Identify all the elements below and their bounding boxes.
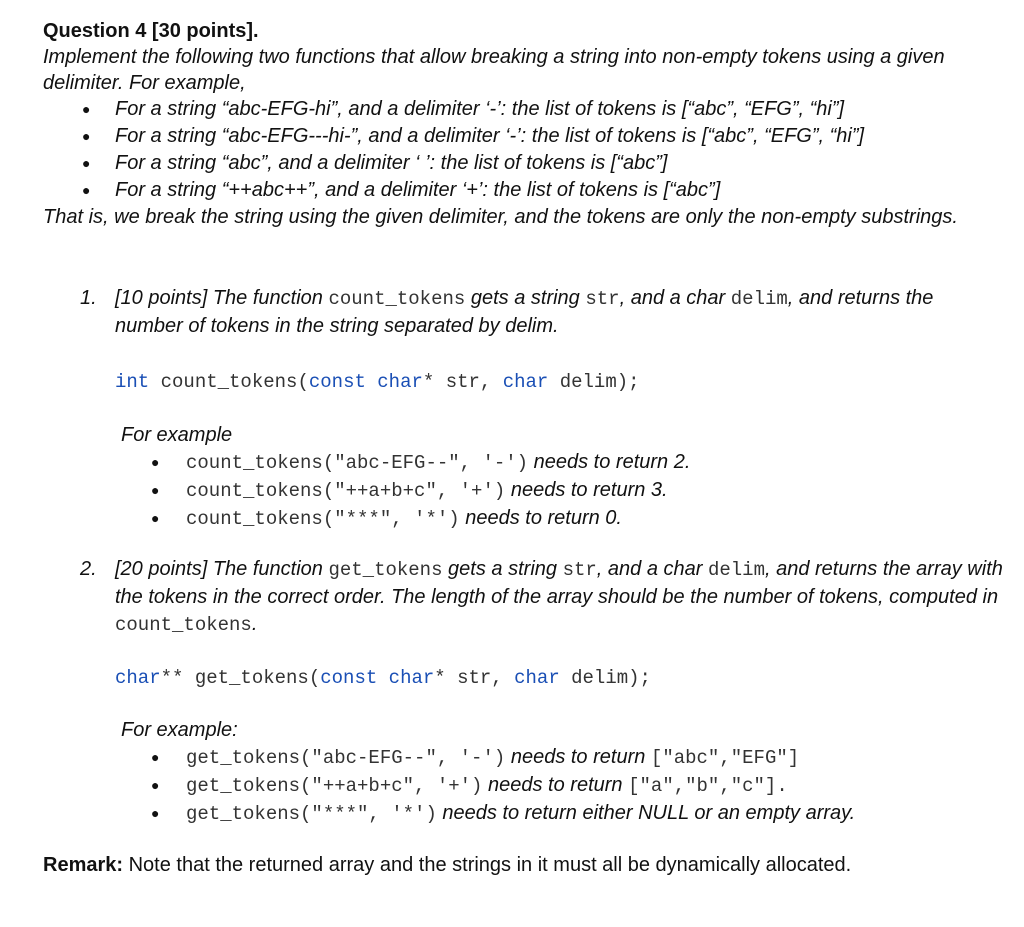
- inline-code: get_tokens("++a+b+c", '+'): [186, 775, 483, 797]
- part-2: [43, 556, 1003, 639]
- inline-code: delim: [730, 288, 788, 310]
- inline-code: ["abc","EFG"]: [650, 747, 800, 769]
- inline-code: str: [585, 288, 620, 310]
- inline-code: get_tokens: [328, 559, 443, 581]
- text: needs to return 3.: [505, 479, 668, 501]
- text: needs to return: [505, 746, 651, 768]
- remark: [43, 852, 851, 878]
- question-page: [43, 18, 1003, 876]
- list-item: ● For a string “++abc++”, and a delimiter ‘+’: the list of tokens is [“abc”]: [43, 177, 1003, 204]
- inline-code: count_tokens("***", '*'): [186, 508, 460, 530]
- part-1: [43, 285, 1003, 340]
- part-2-number: 2.: [80, 558, 97, 580]
- part-2-for-example: For example:: [121, 719, 238, 741]
- text: needs to return either NULL or an empty array.: [436, 802, 856, 824]
- inline-code: ["a","b","c"].: [628, 775, 788, 797]
- code-keyword: char: [377, 371, 423, 393]
- question-intro: Implement the following two functions that allow breaking a string into non-empty tokens using a given delimiter. For example,: [43, 46, 945, 94]
- inline-code: count_tokens("abc-EFG--", '-'): [186, 452, 529, 474]
- token-examples-list: [43, 96, 1003, 204]
- code-text: delim);: [548, 371, 640, 393]
- inline-code: count_tokens: [328, 288, 466, 310]
- code-text: * str,: [434, 667, 515, 689]
- text: [20 points] The function: [115, 558, 329, 580]
- text: [10 points] The function: [115, 287, 329, 309]
- text: , and a char: [596, 558, 708, 580]
- remark-label: Remark:: [43, 854, 124, 876]
- part-2-description: [115, 556, 1003, 639]
- code-text: delim);: [559, 667, 651, 689]
- list-item: ● For a string “abc-EFG-hi”, and a delimiter ‘-’: the list of tokens is [“abc”, “EFG”, “hi”]: [43, 96, 1003, 123]
- list-item: [43, 744, 1003, 772]
- text: , and returns the array with the tokens in the correct order. The length of the array should be the number of tokens, computed in: [115, 558, 1003, 608]
- inline-code: str: [562, 559, 597, 581]
- text: needs to return 2.: [528, 451, 691, 473]
- code-keyword: char: [514, 667, 560, 689]
- list-item: [43, 505, 1003, 533]
- code-keyword: const: [308, 371, 366, 393]
- text: needs to return: [482, 774, 629, 796]
- list-item: [43, 772, 1003, 800]
- code-keyword: char: [502, 371, 549, 393]
- part-1-for-example: For example: [121, 424, 233, 446]
- inline-code: delim: [707, 559, 765, 581]
- part-1-number: 1.: [80, 287, 97, 309]
- list-item: ● For a string “abc-EFG---hi-”, and a delimiter ‘-’: the list of tokens is [“abc”, “EFG”, “hi”]: [43, 123, 1003, 150]
- list-item: ● For a string “abc”, and a delimiter ‘ ’: the list of tokens is [“abc”]: [43, 150, 1003, 177]
- code-text: * str,: [422, 371, 503, 393]
- text: .: [251, 613, 258, 635]
- count-tokens-signature: [115, 371, 640, 393]
- text: needs to return 0.: [459, 507, 622, 529]
- code-text: [366, 371, 377, 393]
- code-keyword: char: [115, 667, 161, 689]
- inline-code: get_tokens("***", '*'): [186, 803, 437, 825]
- get-tokens-signature: [115, 667, 651, 689]
- part-1-examples: [43, 449, 1003, 533]
- question-summary: That is, we break the string using the given delimiter, and the tokens are only the non-empty substrings.: [43, 206, 958, 228]
- list-item: [43, 449, 1003, 477]
- remark-text: Note that the returned array and the strings in it must all be dynamically allocated.: [123, 854, 852, 876]
- text: gets a string: [465, 287, 586, 309]
- code-text: count_tokens(: [149, 371, 309, 393]
- code-keyword: int: [115, 371, 150, 393]
- question-title: Question 4 [30 points].: [43, 20, 259, 42]
- code-keyword: char: [388, 667, 435, 689]
- text: gets a string: [442, 558, 563, 580]
- code-keyword: const: [320, 667, 378, 689]
- list-item: [43, 477, 1003, 505]
- inline-code: count_tokens: [115, 614, 252, 636]
- inline-code: count_tokens("++a+b+c", '+'): [186, 480, 506, 502]
- text: , and a char: [619, 287, 731, 309]
- code-text: [377, 667, 388, 689]
- inline-code: get_tokens("abc-EFG--", '-'): [186, 747, 506, 769]
- list-item: [43, 800, 1003, 828]
- text: , and returns the number of tokens in the string separated by delim.: [115, 287, 934, 337]
- part-2-examples: [43, 744, 1003, 828]
- code-text: ** get_tokens(: [160, 667, 321, 689]
- part-1-description: [115, 285, 1003, 340]
